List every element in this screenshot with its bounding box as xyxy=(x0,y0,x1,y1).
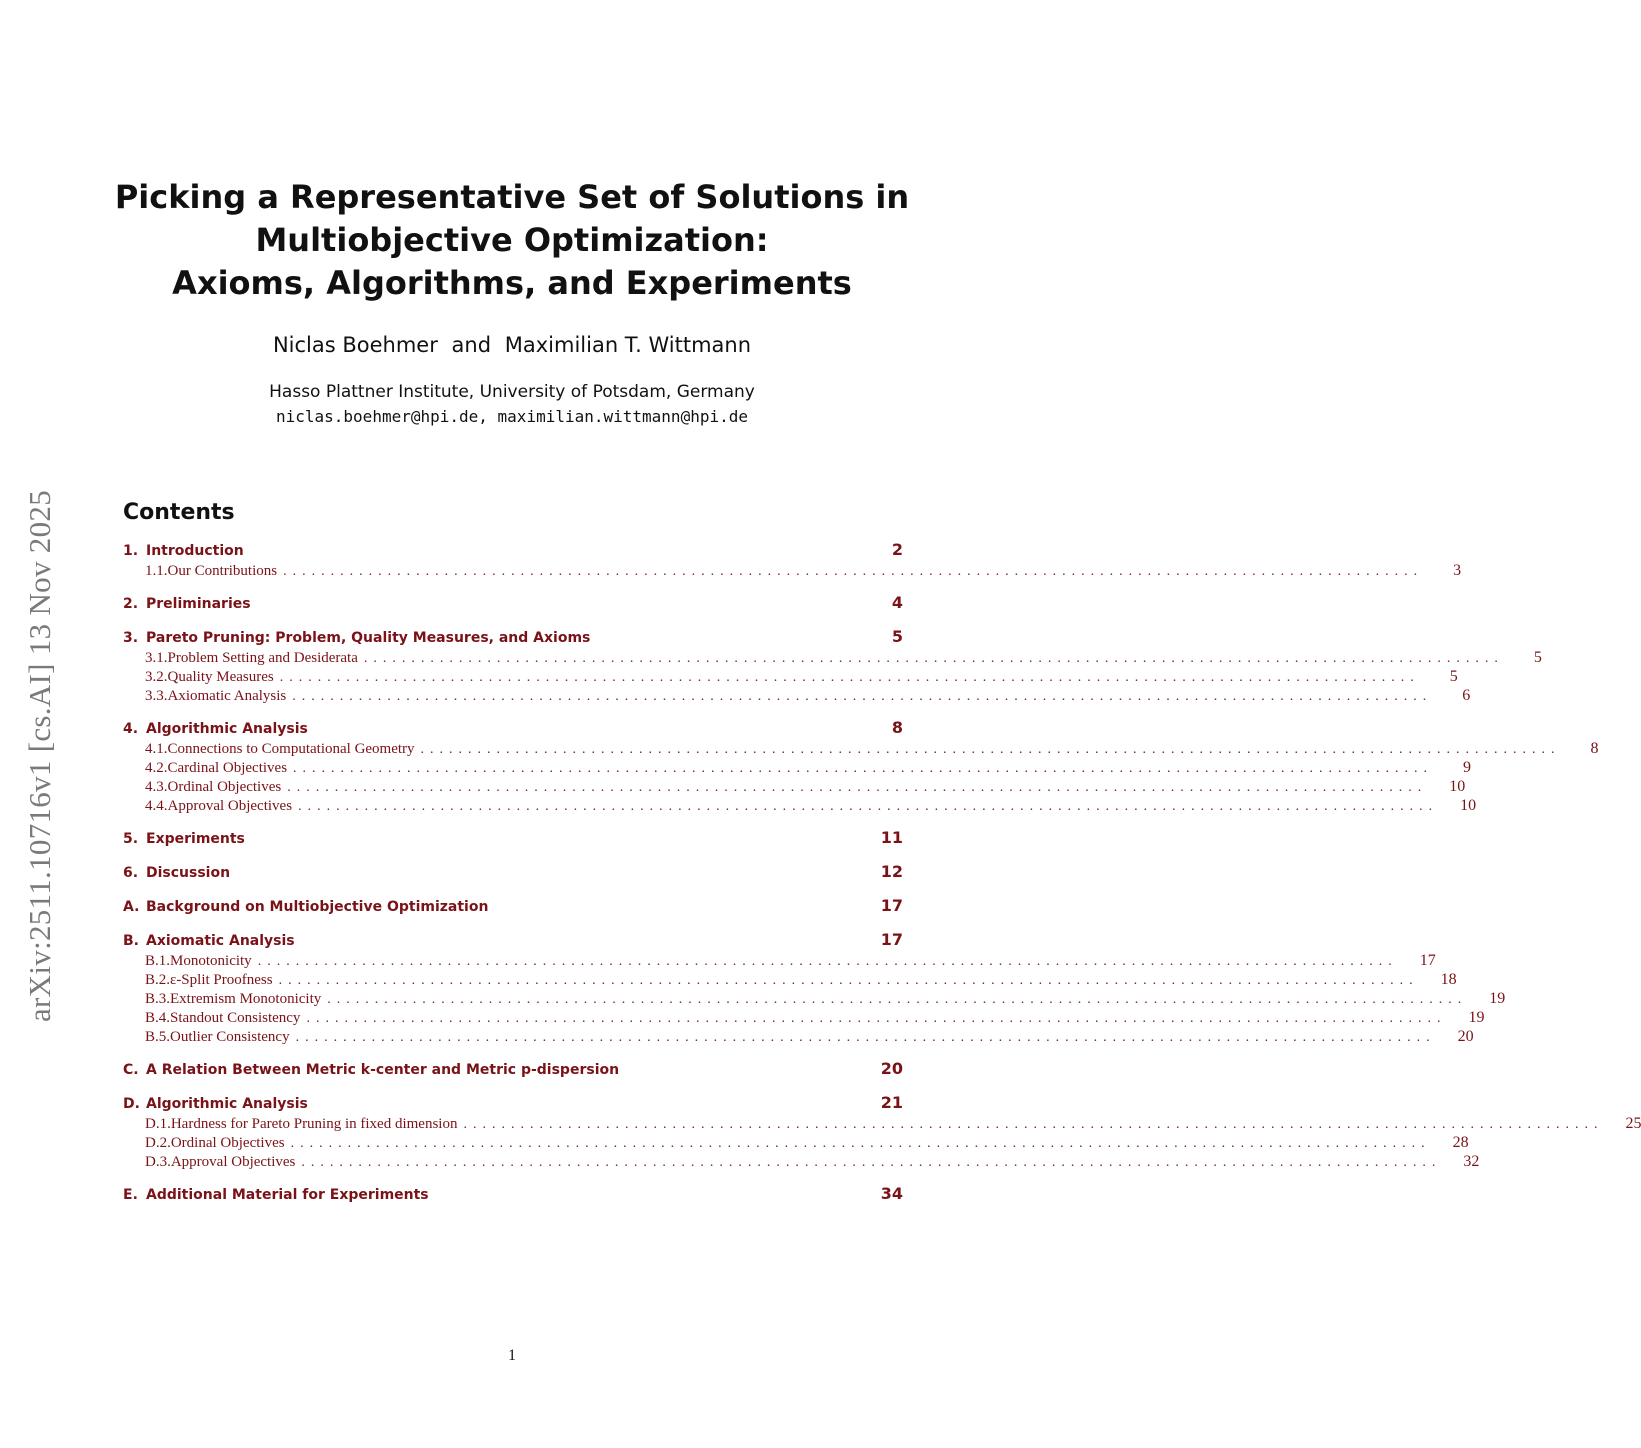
toc-subsection-title[interactable]: ε-Split Proofness xyxy=(170,972,273,988)
toc-subsection-entry[interactable] xyxy=(123,952,1436,971)
toc-section xyxy=(123,1059,903,1081)
toc-subsection-number: 4.4. xyxy=(145,798,168,814)
toc-subsection-entry[interactable] xyxy=(123,687,1471,706)
toc-section xyxy=(123,593,903,615)
toc-section-number: D. xyxy=(123,1096,140,1112)
toc-section-entry[interactable] xyxy=(123,930,903,952)
toc-section-page[interactable]: 20 xyxy=(880,1059,903,1078)
toc-section-title[interactable]: Experiments xyxy=(146,831,245,847)
title-line-2: Multiobjective Optimization: xyxy=(255,221,769,259)
toc-subsection-entry[interactable] xyxy=(123,1153,1480,1172)
toc-section-entry[interactable] xyxy=(123,1184,903,1206)
author-conjunction: and xyxy=(451,333,492,357)
toc-subsection-page[interactable]: 19 xyxy=(1468,1009,1485,1026)
toc-subsection-page[interactable]: 18 xyxy=(1440,971,1457,988)
toc-section-page[interactable]: 2 xyxy=(891,540,903,559)
toc-subsection-title[interactable]: Outlier Consistency xyxy=(170,1029,290,1045)
toc-subsection-page[interactable]: 3 xyxy=(1453,562,1462,579)
toc-section-number: A. xyxy=(123,899,140,915)
toc-section-title[interactable]: Algorithmic Analysis xyxy=(146,721,308,737)
toc-subsection-page[interactable]: 20 xyxy=(1457,1028,1474,1045)
toc-subsection-number: B.4. xyxy=(145,1010,171,1026)
affiliation: Hasso Plattner Institute, University of Potsdam, Germany xyxy=(269,382,755,402)
toc-section-entry[interactable] xyxy=(123,862,903,884)
author-2: Maximilian T. Wittmann xyxy=(504,333,752,357)
toc-subsection-page[interactable]: 9 xyxy=(1463,759,1472,776)
toc-section-title[interactable]: Pareto Pruning: Problem, Quality Measures, and Axioms xyxy=(146,630,591,646)
toc-section-title[interactable]: Axiomatic Analysis xyxy=(146,933,295,949)
toc-section-page[interactable]: 21 xyxy=(880,1093,903,1112)
toc-subsection-number: 4.2. xyxy=(145,760,168,776)
toc-subsection-title[interactable]: Connections to Computational Geometry xyxy=(167,741,415,757)
toc-subsection-entry[interactable] xyxy=(123,990,1506,1009)
toc-section-number: 1. xyxy=(123,543,139,559)
toc-dot-leader: ........................................................................................................................ xyxy=(295,1030,1436,1045)
toc-section-number: C. xyxy=(123,1062,139,1078)
toc-subsection-title[interactable]: Approval Objectives xyxy=(170,1154,296,1170)
toc-section-title[interactable]: A Relation Between Metric k-center and Metric p-dispersion xyxy=(146,1062,620,1078)
toc-section xyxy=(123,930,1506,1047)
toc-dot-leader: ........................................................................................................................ xyxy=(283,564,1424,579)
toc-subsection-title[interactable]: Our Contributions xyxy=(167,563,278,579)
toc-subsection-title[interactable]: Hardness for Pareto Pruning in fixed dimension xyxy=(170,1116,458,1132)
toc-section-entry[interactable] xyxy=(123,1059,903,1081)
toc-dot-leader: ........................................................................................................................ xyxy=(463,1117,1604,1132)
toc-subsection-number: B.5. xyxy=(145,1029,171,1045)
toc-section-number: 4. xyxy=(123,721,139,737)
toc-subsection-number: 4.3. xyxy=(145,779,168,795)
toc-dot-leader: ........................................................................................................................ xyxy=(292,689,1433,704)
toc-subsection-number: 4.1. xyxy=(145,741,168,757)
toc-subsection-title[interactable]: Problem Setting and Desiderata xyxy=(167,650,358,666)
toc-dot-leader: ........................................................................................................................ xyxy=(306,1011,1447,1026)
toc-section-page[interactable]: 8 xyxy=(891,718,903,737)
toc-subsection-page[interactable]: 19 xyxy=(1489,990,1506,1007)
toc-section-title[interactable]: Introduction xyxy=(146,543,244,559)
toc-dot-leader: ........................................................................................................................ xyxy=(278,973,1419,988)
toc-subsection-title[interactable]: Extremism Monotonicity xyxy=(170,991,322,1007)
toc-subsection-number: 3.1. xyxy=(145,650,168,666)
toc-subsection-number: 1.1. xyxy=(145,563,168,579)
toc-section-title[interactable]: Background on Multiobjective Optimization xyxy=(146,899,489,915)
toc-section-page[interactable]: 17 xyxy=(880,896,903,915)
toc-section xyxy=(123,540,1462,581)
toc-section-number: E. xyxy=(123,1187,138,1203)
toc-subsection-title[interactable]: Cardinal Objectives xyxy=(167,760,288,776)
title-line-3: Axioms, Algorithms, and Experiments xyxy=(172,264,852,302)
toc-section xyxy=(123,828,903,850)
toc-subsection-title[interactable]: Monotonicity xyxy=(170,953,252,969)
toc-subsection-entry[interactable] xyxy=(123,1028,1474,1047)
toc-subsection-number: 3.3. xyxy=(145,688,168,704)
toc-subsection-page[interactable]: 28 xyxy=(1452,1134,1469,1151)
toc-section-page[interactable]: 5 xyxy=(891,627,903,646)
toc-subsection-page[interactable]: 5 xyxy=(1533,649,1542,666)
toc-section xyxy=(123,1184,903,1206)
toc-subsection-number: B.1. xyxy=(145,953,171,969)
toc-section xyxy=(123,1093,1641,1172)
toc-dot-leader: ........................................................................................................................ xyxy=(363,651,1504,666)
toc-subsection-title[interactable]: Quality Measures xyxy=(167,669,274,685)
toc-section-entry[interactable] xyxy=(123,593,903,615)
toc-section-page[interactable]: 17 xyxy=(880,930,903,949)
toc-section-page[interactable]: 11 xyxy=(880,828,903,847)
toc-section-page[interactable]: 4 xyxy=(891,593,903,612)
toc-subsection-entry[interactable] xyxy=(123,971,1457,990)
toc-subsection-entry[interactable] xyxy=(123,1115,1641,1134)
toc-section-number: 6. xyxy=(123,865,139,881)
toc-subsection-entry[interactable] xyxy=(123,668,1458,687)
toc-subsection-number: D.1. xyxy=(145,1116,171,1132)
toc-section-title[interactable]: Preliminaries xyxy=(146,596,251,612)
toc-section-number: 3. xyxy=(123,630,139,646)
toc-section xyxy=(123,896,903,918)
toc-subsection-entry[interactable] xyxy=(123,1134,1469,1153)
toc-subsection-number: B.3. xyxy=(145,991,171,1007)
toc-section-entry[interactable] xyxy=(123,540,903,562)
toc-subsection-title[interactable]: Approval Objectives xyxy=(167,798,293,814)
toc-subsection-number: D.3. xyxy=(145,1154,171,1170)
toc-subsection-page[interactable]: 10 xyxy=(1460,797,1477,814)
toc-subsection-title[interactable]: Ordinal Objectives xyxy=(170,1135,285,1151)
title-line-1: Picking a Representative Set of Solutions in xyxy=(114,178,910,216)
toc-subsection-page[interactable]: 25 xyxy=(1625,1115,1641,1132)
page-number: 1 xyxy=(508,1347,516,1364)
toc-section xyxy=(123,718,1599,816)
toc-subsection-number: B.2. xyxy=(145,972,171,988)
toc-dot-leader: ........................................................................................................................ xyxy=(287,780,1428,795)
toc-dot-leader: ........................................................................................................................ xyxy=(290,1136,1431,1151)
toc-section-entry[interactable] xyxy=(123,627,903,649)
toc-dot-leader: ........................................................................................................................ xyxy=(279,670,1420,685)
toc-subsection-entry[interactable] xyxy=(123,740,1599,759)
author-emails[interactable]: niclas.boehmer@hpi.de, maximilian.wittmann@hpi.de xyxy=(275,407,748,426)
toc-subsection-title[interactable]: Axiomatic Analysis xyxy=(167,688,287,704)
author-1: Niclas Boehmer xyxy=(272,333,438,357)
toc-section-entry[interactable] xyxy=(123,1093,903,1115)
toc-subsection-title[interactable]: Ordinal Objectives xyxy=(167,779,282,795)
toc-section-entry[interactable] xyxy=(123,718,903,740)
toc-dot-leader: ........................................................................................................................ xyxy=(327,992,1468,1007)
toc-dot-leader: ........................................................................................................................ xyxy=(257,954,1398,969)
toc-subsection-entry[interactable] xyxy=(123,759,1472,778)
toc-section-number: 5. xyxy=(123,831,139,847)
toc-section-page[interactable]: 34 xyxy=(880,1184,903,1203)
toc-section-title[interactable]: Algorithmic Analysis xyxy=(146,1096,308,1112)
toc-dot-leader: ........................................................................................................................ xyxy=(301,1155,1442,1170)
toc-dot-leader: ........................................................................................................................ xyxy=(298,799,1439,814)
contents-heading: Contents xyxy=(123,500,235,525)
toc-subsection-page[interactable]: 6 xyxy=(1462,687,1471,704)
paper-title xyxy=(112,176,912,305)
toc-section-page[interactable]: 12 xyxy=(880,862,903,881)
toc-subsection-entry[interactable] xyxy=(123,562,1462,581)
toc-dot-leader: ........................................................................................................................ xyxy=(420,742,1561,757)
table-of-contents xyxy=(123,540,1641,1218)
toc-section-entry[interactable] xyxy=(123,896,903,918)
toc-subsection-page[interactable]: 32 xyxy=(1463,1153,1480,1170)
toc-subsection-page[interactable]: 8 xyxy=(1590,740,1599,757)
toc-subsection-entry[interactable] xyxy=(123,797,1477,816)
toc-section xyxy=(123,862,903,884)
toc-section-number: 2. xyxy=(123,596,139,612)
authors xyxy=(112,333,912,357)
toc-subsection-number: D.2. xyxy=(145,1135,171,1151)
toc-subsection-entry[interactable] xyxy=(123,649,1542,668)
toc-section-entry[interactable] xyxy=(123,828,903,850)
toc-subsection-entry[interactable] xyxy=(123,778,1466,797)
toc-section xyxy=(123,627,1542,706)
toc-subsection-page[interactable]: 17 xyxy=(1419,952,1436,969)
toc-subsection-entry[interactable] xyxy=(123,1009,1485,1028)
toc-dot-leader: ........................................................................................................................ xyxy=(293,761,1434,776)
toc-subsection-page[interactable]: 5 xyxy=(1449,668,1458,685)
toc-subsection-page[interactable]: 10 xyxy=(1449,778,1466,795)
toc-section-title[interactable]: Additional Material for Experiments xyxy=(146,1187,429,1203)
toc-section-title[interactable]: Discussion xyxy=(146,865,231,881)
toc-section-number: B. xyxy=(123,933,139,949)
toc-subsection-title[interactable]: Standout Consistency xyxy=(170,1010,301,1026)
arxiv-stamp: arXiv:2511.10716v1 [cs.AI] 13 Nov 2025 xyxy=(22,489,57,1022)
toc-subsection-number: 3.2. xyxy=(145,669,168,685)
